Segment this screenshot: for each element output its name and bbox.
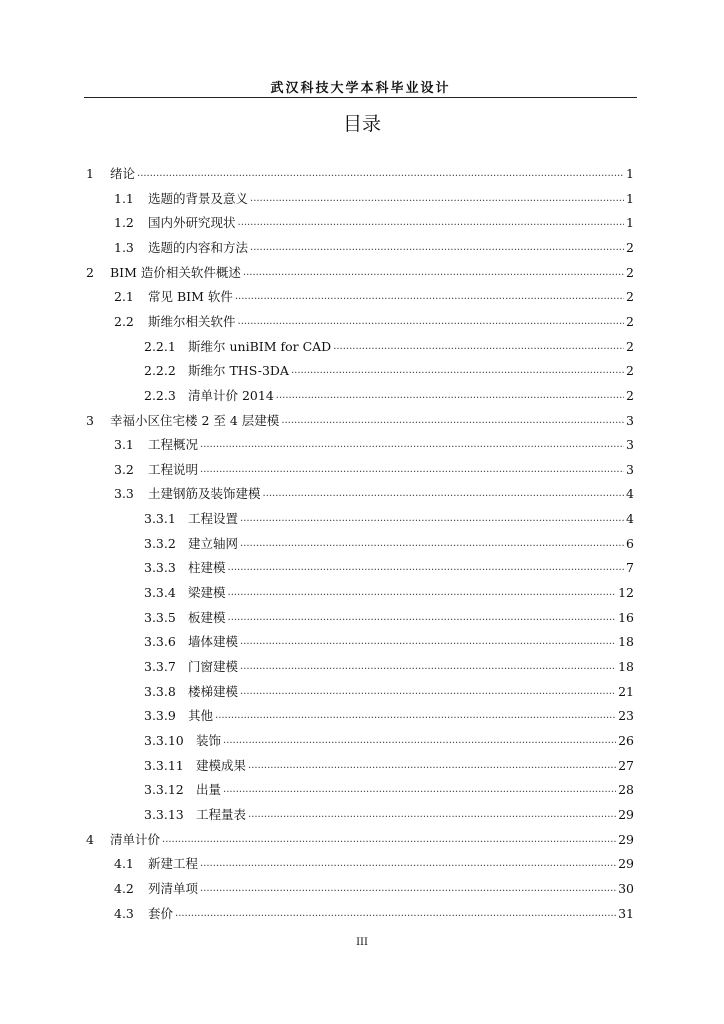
toc-entry-label: 常见 BIM 软件 — [148, 289, 233, 305]
toc-leader-dots — [240, 684, 616, 700]
toc-entry-number: 1.3 — [114, 239, 134, 255]
toc-leader-dots — [228, 610, 617, 626]
toc-entry[interactable] — [144, 337, 634, 357]
toc-entry-label: 其他 — [188, 708, 214, 724]
toc-leader-dots — [263, 486, 625, 502]
toc-leader-dots — [250, 191, 624, 207]
toc-entry-number: 4 — [86, 831, 94, 847]
toc-entry[interactable] — [144, 608, 634, 628]
page-number: III — [356, 937, 368, 948]
toc-entry-label: 选题的背景及意义 — [148, 190, 249, 206]
toc-entry-number: 3.3.9 — [144, 708, 176, 724]
toc-entry-page: 29 — [618, 831, 634, 847]
toc-leader-dots — [162, 832, 616, 848]
toc-entry-number: 3.1 — [114, 437, 134, 453]
toc-entry-label: BIM 造价相关软件概述 — [110, 264, 241, 280]
toc-entry[interactable] — [114, 854, 634, 874]
toc-leader-dots — [333, 339, 624, 355]
toc-leader-dots — [276, 388, 624, 404]
toc-entry-label: 门窗建模 — [188, 659, 239, 674]
toc-entry-page: 4 — [626, 511, 634, 527]
toc-entry-page: 16 — [618, 609, 634, 625]
toc-entry-label: 套价 — [148, 905, 174, 921]
toc-entry-number: 1 — [86, 166, 94, 181]
toc-entry[interactable] — [144, 386, 634, 406]
toc-entry-label: 板建模 — [188, 609, 226, 625]
toc-entry-page: 4 — [626, 486, 634, 502]
toc-entry-label: 建立轴网 — [188, 535, 239, 551]
toc-leader-dots — [240, 659, 616, 675]
toc-entry-page: 27 — [618, 757, 634, 773]
toc-entry[interactable] — [86, 830, 634, 850]
toc-entry[interactable] — [144, 657, 634, 677]
toc-entry[interactable] — [144, 756, 634, 776]
toc-entry-number: 2.2.3 — [144, 387, 176, 403]
toc-entry-label: 绪论 — [110, 166, 136, 181]
toc-entry-page: 3 — [626, 437, 634, 453]
toc-entry[interactable] — [144, 509, 634, 529]
toc-leader-dots — [215, 708, 616, 724]
toc-leader-dots — [223, 733, 616, 749]
toc-entry[interactable] — [144, 731, 634, 751]
toc-entry-number: 3.3.13 — [144, 806, 184, 822]
toc-entry-label: 斯维尔 THS-3DA — [188, 363, 289, 379]
toc-entry-number: 3.3.11 — [144, 757, 184, 773]
toc-entry[interactable] — [114, 435, 634, 455]
toc-entry[interactable] — [144, 632, 634, 652]
toc-entry-label: 清单计价 2014 — [188, 387, 274, 403]
toc-entry-number: 3.3.4 — [144, 585, 176, 601]
toc-entry-label: 楼梯建模 — [188, 683, 239, 699]
toc-entry[interactable] — [114, 189, 634, 209]
toc-entry-number: 4.2 — [114, 880, 134, 896]
toc-entry[interactable] — [144, 805, 634, 825]
toc-entry-page: 2 — [626, 363, 634, 379]
toc-entry-number: 3.3.5 — [144, 609, 176, 625]
toc-entry-label: 土建钢筋及装饰建模 — [148, 486, 261, 502]
toc-entry[interactable] — [114, 904, 634, 924]
toc-entry[interactable] — [114, 213, 634, 233]
toc-entry-page: 2 — [626, 239, 634, 255]
toc-entry-label: 梁建模 — [188, 585, 226, 601]
toc-entry-page: 2 — [626, 289, 634, 305]
toc-entry-page: 2 — [626, 313, 634, 329]
toc-entry[interactable] — [86, 411, 634, 431]
toc-entry[interactable] — [144, 682, 634, 702]
toc-entry[interactable] — [114, 287, 634, 307]
toc-entry-number: 4.3 — [114, 905, 134, 921]
toc-entry-page: 26 — [618, 732, 634, 748]
toc-entry-page: 23 — [618, 708, 634, 724]
toc-leader-dots — [228, 560, 625, 576]
toc-entry-number: 3.3.8 — [144, 683, 176, 699]
toc-entry-page: 2 — [626, 338, 634, 354]
toc-leader-dots — [248, 807, 616, 823]
toc-entry[interactable] — [114, 460, 634, 480]
toc-entry-label: 工程概况 — [148, 437, 199, 453]
header-divider — [84, 97, 637, 98]
toc-entry-page: 2 — [626, 264, 634, 280]
toc-entry-label: 斯维尔相关软件 — [148, 313, 236, 329]
toc-entry-label: 工程说明 — [148, 461, 199, 477]
toc-leader-dots — [291, 363, 624, 379]
toc-entry-number: 3.3.10 — [144, 732, 184, 748]
toc-entry[interactable] — [114, 879, 634, 899]
toc-entry-label: 选题的内容和方法 — [148, 239, 249, 255]
toc-leader-dots — [240, 536, 624, 552]
toc-entry-number: 3.3.12 — [144, 782, 184, 798]
toc-entry-page: 1 — [626, 166, 634, 181]
toc-entry-number: 3.3.1 — [144, 511, 176, 527]
toc-entry-label: 建模成果 — [196, 757, 247, 773]
toc-leader-dots — [200, 856, 616, 872]
toc-entry-label: 国内外研究现状 — [148, 215, 236, 231]
toc-entry[interactable] — [144, 361, 634, 381]
toc-entry-page: 12 — [618, 585, 634, 601]
toc-entry-number: 2 — [86, 264, 94, 280]
toc-leader-dots — [240, 511, 624, 527]
toc-entry-label: 出量 — [196, 782, 222, 798]
toc-title: 目录 — [342, 113, 381, 135]
toc-entry-page: 7 — [626, 560, 634, 576]
toc-entry-page: 1 — [626, 215, 634, 231]
toc-leader-dots — [248, 758, 616, 774]
toc-entry-number: 4.1 — [114, 856, 134, 872]
toc-entry-number: 2.2.2 — [144, 363, 176, 379]
toc-entry-label: 柱建模 — [188, 560, 226, 576]
toc-entry-page: 29 — [618, 856, 634, 872]
toc-entry[interactable] — [114, 484, 634, 504]
toc-entry-page: 21 — [618, 683, 634, 699]
page-header: 武汉科技大学本科毕业设计 — [270, 81, 451, 96]
toc-entry-number: 2.2 — [114, 313, 134, 329]
toc-entry[interactable] — [144, 780, 634, 800]
toc-entry-page: 31 — [618, 905, 634, 921]
toc-leader-dots — [238, 215, 625, 231]
toc-entry-page: 18 — [618, 659, 634, 674]
toc-entry-label: 工程设置 — [188, 511, 239, 527]
toc-leader-dots — [235, 289, 624, 305]
toc-entry-label: 新建工程 — [148, 856, 199, 872]
toc-entry-label: 墙体建模 — [188, 634, 239, 650]
toc-leader-dots — [281, 413, 624, 429]
toc-entry-label: 工程量表 — [196, 806, 247, 822]
toc-entry-number: 1.2 — [114, 215, 134, 231]
toc-entry-page: 28 — [618, 782, 634, 798]
toc-entry-label: 斯维尔 uniBIM for CAD — [188, 338, 332, 354]
toc-entry-page: 3 — [626, 461, 634, 477]
toc-entry-number: 2.2.1 — [144, 338, 176, 354]
toc-leader-dots — [137, 166, 624, 182]
toc-leader-dots — [243, 265, 624, 281]
toc-entry[interactable] — [144, 583, 634, 603]
toc-entry-page: 3 — [626, 412, 634, 428]
toc-entry-number: 1.1 — [114, 190, 134, 206]
toc-entry[interactable] — [114, 238, 634, 258]
toc-entry[interactable] — [114, 312, 634, 332]
toc-leader-dots — [228, 585, 617, 601]
toc-entry-number: 3.3.2 — [144, 535, 176, 551]
toc-entry-page: 30 — [618, 880, 634, 896]
toc-entry[interactable] — [144, 558, 634, 578]
toc-entry-label: 幸福小区住宅楼 2 至 4 层建模 — [110, 412, 280, 428]
toc-entry-number: 3.2 — [114, 461, 134, 477]
toc-entry-label: 列清单项 — [148, 880, 199, 896]
toc-entry-number: 3 — [86, 412, 94, 428]
toc-entry-page: 6 — [626, 535, 634, 551]
toc-leader-dots — [250, 240, 624, 256]
toc-leader-dots — [200, 437, 624, 453]
toc-entry-page: 1 — [626, 190, 634, 206]
toc-entry-label: 装饰 — [196, 732, 222, 748]
toc-entry-number: 3.3 — [114, 486, 134, 502]
toc-entry[interactable] — [86, 263, 634, 283]
toc-entry-number: 3.3.7 — [144, 659, 176, 674]
toc-entry-page: 18 — [618, 634, 634, 650]
toc-leader-dots — [240, 634, 616, 650]
toc-leader-dots — [175, 906, 616, 922]
toc-entry-number: 2.1 — [114, 289, 134, 305]
toc-entry-number: 3.3.3 — [144, 560, 176, 576]
toc-leader-dots — [223, 782, 616, 798]
toc-entry-page: 29 — [618, 806, 634, 822]
toc-entry[interactable] — [144, 706, 634, 726]
toc-leader-dots — [200, 462, 624, 478]
toc-leader-dots — [200, 881, 616, 897]
toc-leader-dots — [238, 314, 625, 330]
toc-entry-page: 2 — [626, 387, 634, 403]
toc-entry-number: 3.3.6 — [144, 634, 176, 650]
toc-entry[interactable] — [144, 534, 634, 554]
toc-entry[interactable] — [86, 164, 634, 184]
toc-entry-label: 清单计价 — [110, 831, 161, 847]
